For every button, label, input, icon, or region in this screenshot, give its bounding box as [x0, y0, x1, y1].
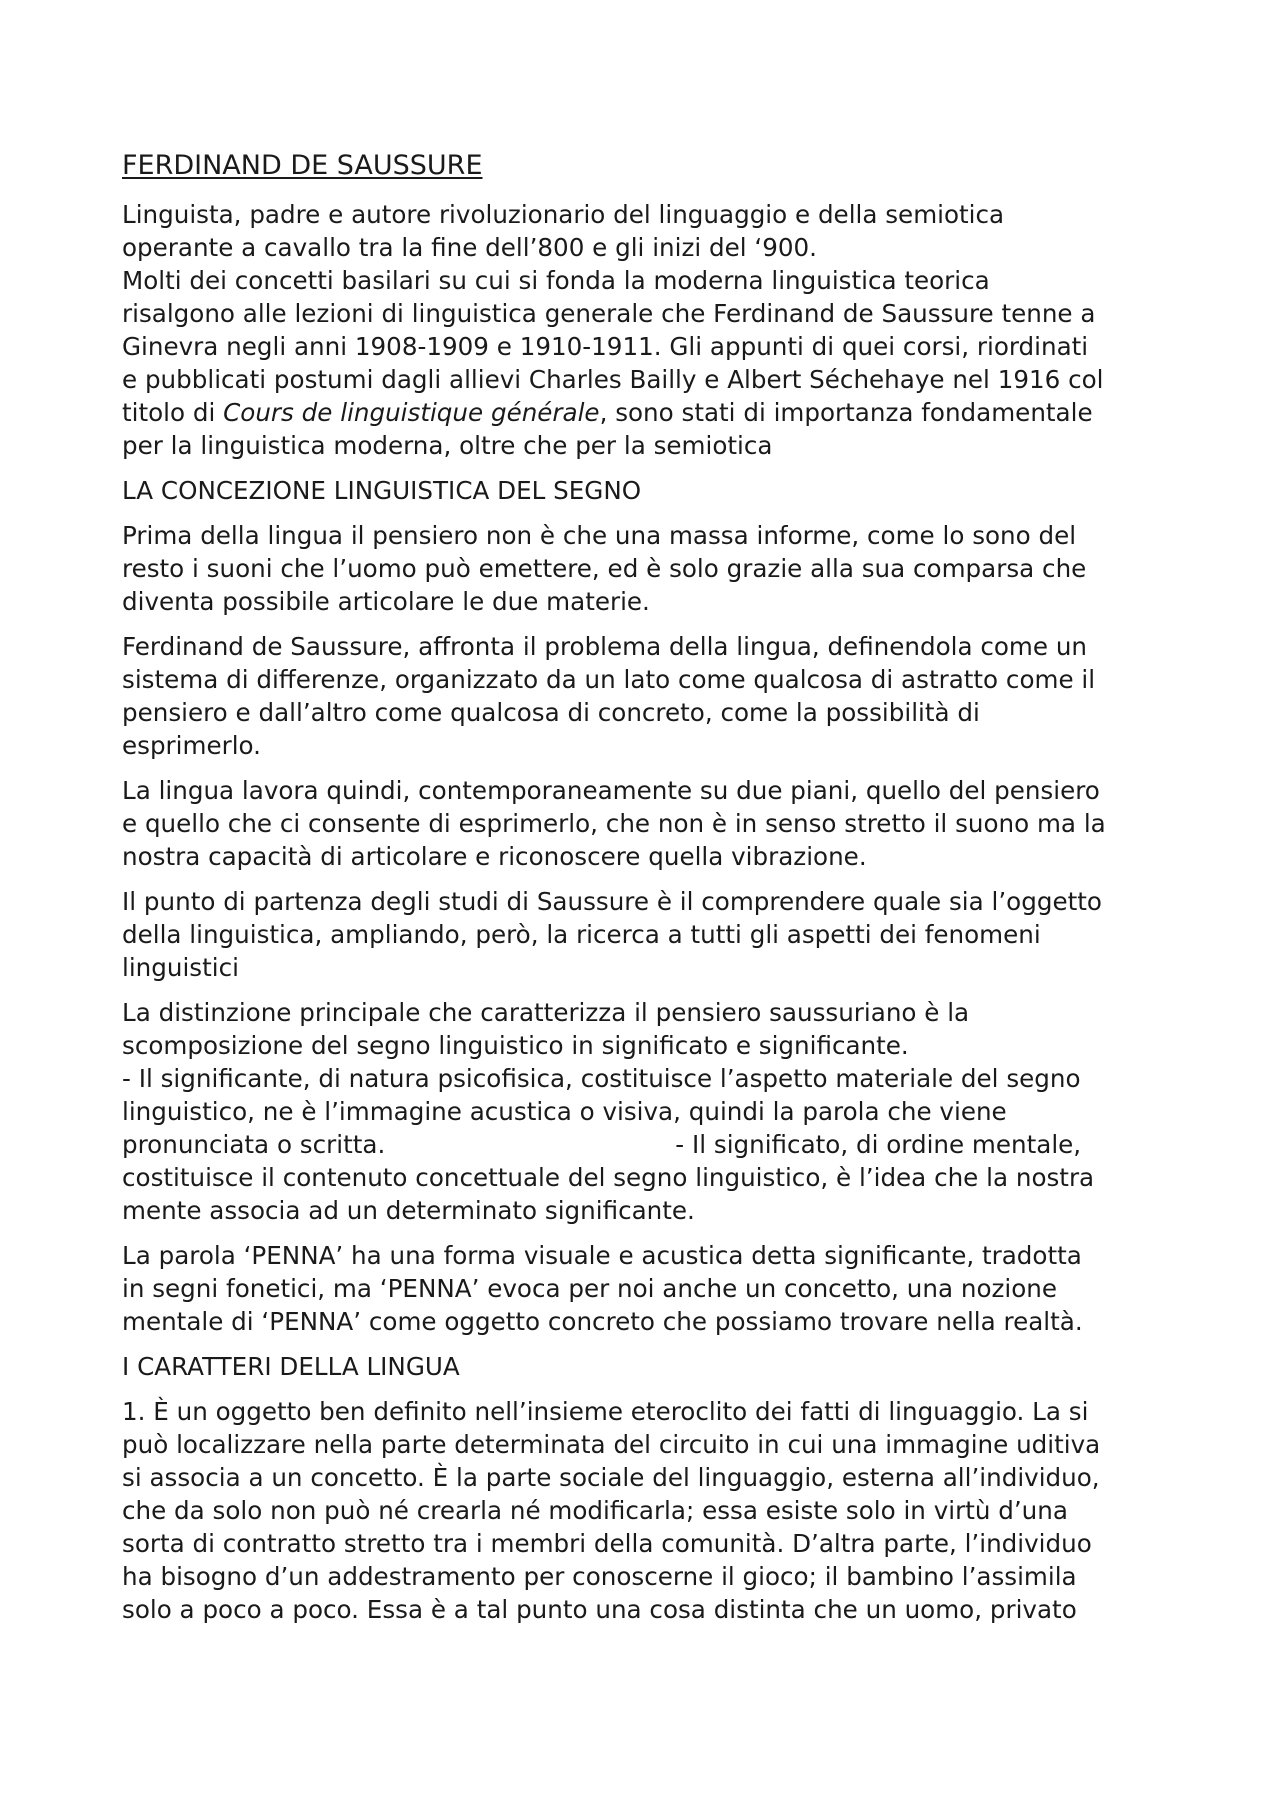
text-line: sistema di differenze, organizzato da un lato come qualcosa di astratto come il [122, 665, 1096, 694]
text-line: che da solo non può né crearla né modificarla; essa esiste solo in virtù d’una [122, 1496, 1068, 1525]
text-line: La lingua lavora quindi, contemporaneamente su due piani, quello del pensiero [122, 776, 1100, 805]
paragraph [122, 1239, 1162, 1338]
text-fragment: - Il significato, di ordine mentale, [675, 1130, 1082, 1159]
text-line: mente associa ad un determinato significante. [122, 1196, 695, 1225]
document-page [122, 148, 1162, 1638]
text-line [122, 1128, 1162, 1161]
text-line [122, 396, 1162, 429]
paragraph [122, 774, 1162, 873]
text-line: linguistici [122, 953, 239, 982]
text-fragment: pronunciata o scritta. [122, 1130, 386, 1159]
intro-paragraph [122, 198, 1162, 462]
text-line: La parola ‘PENNA’ ha una forma visuale e acustica detta significante, tradotta [122, 1241, 1082, 1270]
text-line: nostra capacità di articolare e riconoscere quella vibrazione. [122, 842, 867, 871]
text-line: solo a poco a poco. Essa è a tal punto una cosa distinta che un uomo, privato [122, 1595, 1077, 1624]
text-line: Molti dei concetti basilari su cui si fonda la moderna linguistica teorica [122, 266, 990, 295]
text-line: e quello che ci consente di esprimerlo, che non è in senso stretto il suono ma la [122, 809, 1106, 838]
text-line: costituisce il contenuto concettuale del segno linguistico, è l’idea che la nostra [122, 1163, 1095, 1192]
section-heading-caratteri: I CARATTERI DELLA LINGUA [122, 1352, 460, 1381]
text-line: Ginevra negli anni 1908-1909 e 1910-1911. Gli appunti di quei corsi, riordinati [122, 332, 1089, 361]
text-line: sorta di contratto stretto tra i membri della comunità. D’altra parte, l’individuo [122, 1529, 1092, 1558]
text-fragment: titolo di [122, 398, 224, 427]
text-line: Il punto di partenza degli studi di Saussure è il comprendere quale sia l’oggetto [122, 887, 1102, 916]
text-line: mentale di ‘PENNA’ come oggetto concreto che possiamo trovare nella realtà. [122, 1307, 1083, 1336]
text-line: per la linguistica moderna, oltre che per la semiotica [122, 431, 773, 460]
page-title: FERDINAND DE SAUSSURE [122, 150, 483, 181]
text-line: in segni fonetici, ma ‘PENNA’ evoca per noi anche un concetto, una nozione [122, 1274, 1057, 1303]
text-line: linguistico, ne è l’immagine acustica o visiva, quindi la parola che viene [122, 1097, 1007, 1126]
text-line: e pubblicati postumi dagli allievi Charles Bailly e Albert Séchehaye nel 1916 col [122, 365, 1104, 394]
text-line: Prima della lingua il pensiero non è che una massa informe, come lo sono del [122, 521, 1077, 550]
paragraph [122, 1395, 1162, 1626]
paragraph [122, 996, 1162, 1227]
paragraph [122, 519, 1162, 618]
text-fragment: , sono stati di importanza fondamentale [599, 398, 1093, 427]
text-line: risalgono alle lezioni di linguistica generale che Ferdinand de Saussure tenne a [122, 299, 1096, 328]
text-line: ha bisogno d’un addestramento per conoscerne il gioco; il bambino l’assimila [122, 1562, 1077, 1591]
book-title: Cours de linguistique générale [223, 398, 600, 427]
paragraph [122, 885, 1162, 984]
text-line: Linguista, padre e autore rivoluzionario del linguaggio e della semiotica [122, 200, 1005, 229]
text-line: resto i suoni che l’uomo può emettere, ed è solo grazie alla sua comparsa che [122, 554, 1087, 583]
text-line: scomposizione del segno linguistico in significato e significante. [122, 1031, 909, 1060]
paragraph [122, 630, 1162, 762]
text-line: può localizzare nella parte determinata del circuito in cui una immagine uditiva [122, 1430, 1101, 1459]
text-line: Ferdinand de Saussure, affronta il problema della lingua, definendola come un [122, 632, 1088, 661]
text-line: esprimerlo. [122, 731, 261, 760]
text-line: 1. È un oggetto ben definito nell’insieme eteroclito dei fatti di linguaggio. La si [122, 1397, 1089, 1426]
text-line: della linguistica, ampliando, però, la ricerca a tutti gli aspetti dei fenomeni [122, 920, 1041, 949]
text-line: si associa a un concetto. È la parte sociale del linguaggio, esterna all’individuo, [122, 1463, 1100, 1492]
text-line: pensiero e dall’altro come qualcosa di concreto, come la possibilità di [122, 698, 980, 727]
text-line: - Il significante, di natura psicofisica, costituisce l’aspetto materiale del segno [122, 1064, 1081, 1093]
text-line: diventa possibile articolare le due materie. [122, 587, 650, 616]
section-heading-concezione: LA CONCEZIONE LINGUISTICA DEL SEGNO [122, 476, 642, 505]
text-line: La distinzione principale che caratterizza il pensiero saussuriano è la [122, 998, 970, 1027]
text-line: operante a cavallo tra la fine dell’800 e gli inizi del ‘900. [122, 233, 817, 262]
